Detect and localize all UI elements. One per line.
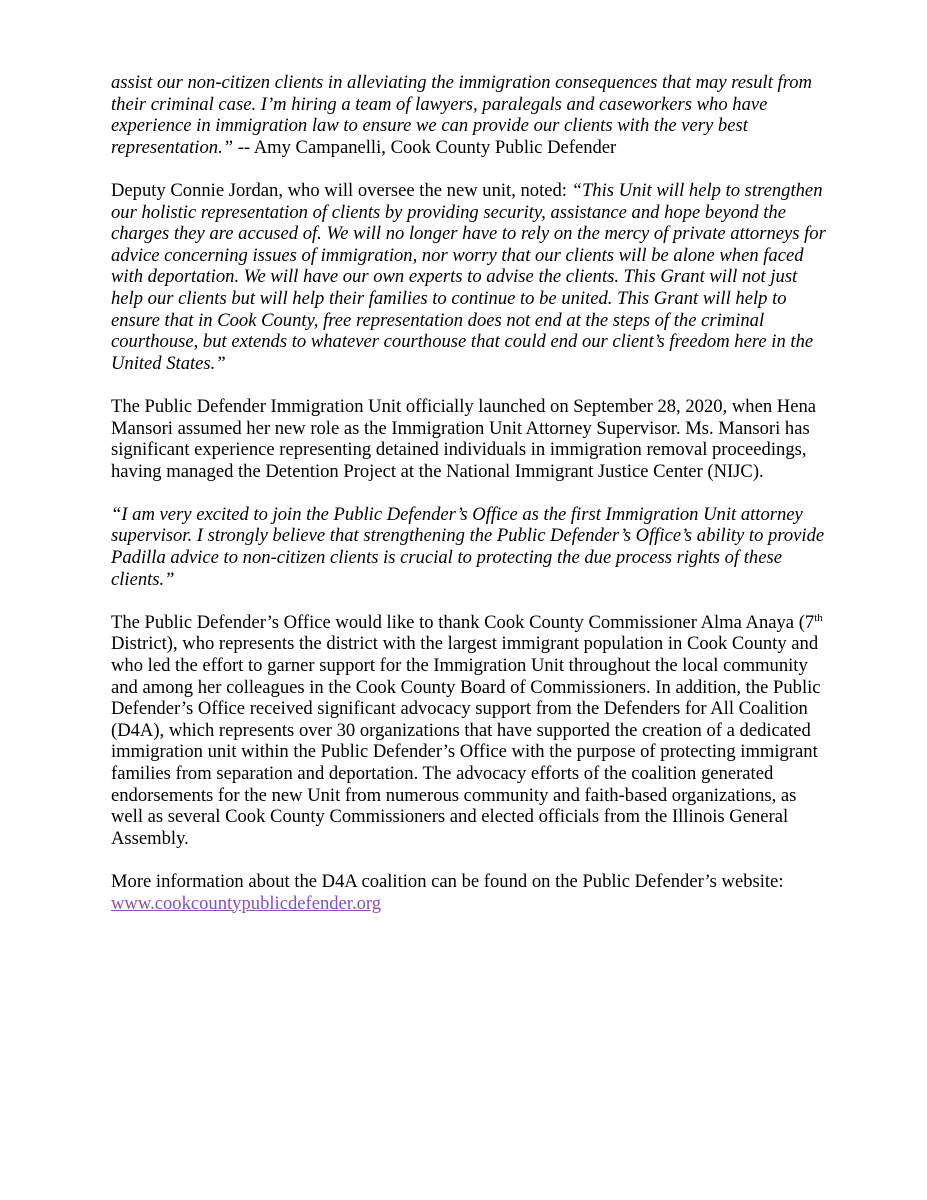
more-info-text: More information about the D4A coalition can be found on the Public Defender’s website: — [111, 870, 784, 892]
ordinal-superscript: th — [814, 611, 823, 624]
mansori-quote-paragraph — [111, 504, 827, 590]
campanelli-attribution: -- Amy Campanelli, Cook County Public Defender — [233, 136, 617, 158]
mansori-quote: “I am very excited to join the Public Defender’s Office as the first Immigration Unit attorney supervisor. I strongly believe that strengthening the Public Defender’s Office’s ability to provide Padilla advice to non-citizen clients is crucial to protecting the due process rights of these clients.” — [111, 503, 825, 590]
campanelli-quote: assist our non-citizen clients in alleviating the immigration consequences that may result from their criminal case. I’m hiring a team of lawyers, paralegals and caseworkers who have experience in immigration law to ensure we can provide our clients with the very best representation.” — [111, 72, 812, 158]
acknowledgement-part1: The Public Defender’s Office would like to thank Cook County Commissioner Alma Anaya (7 — [111, 611, 815, 633]
acknowledgement-paragraph — [111, 612, 827, 850]
acknowledgement-part2: District), who represents the district with the largest immigrant population in Cook County and who led the effort to garner support for the Immigration Unit throughout the local community and among her colleagues in the Cook County Board of Commissioners. In addition, the Public Defender’s Office received significant advocacy support from the Defenders for All Coalition (D4A), which represents over 30 organizations that have supported the creation of a dedicated immigration unit within the Public Defender’s Office with the purpose of protecting immigrant families from separation and deportation. The advocacy efforts of the coalition generated endorsements for the new Unit from numerous community and faith-based organizations, as well as several Cook County Commissioners and elected officials from the Illinois General Assembly. — [111, 633, 821, 849]
jordan-lead: Deputy Connie Jordan, who will oversee the new unit, noted: — [111, 179, 572, 201]
campanelli-quote-paragraph — [111, 72, 827, 158]
unit-launch-paragraph: The Public Defender Immigration Unit officially launched on September 28, 2020, when Hena Mansori assumed her new role as the Immigration Unit Attorney Supervisor. Ms. Mansori has significant experience representing detained individuals in immigration removal proceedings, having managed the Detention Project at the National Immigrant Justice Center (NIJC). — [111, 395, 816, 482]
jordan-quote-paragraph — [111, 180, 827, 374]
more-info-paragraph — [111, 871, 827, 914]
jordan-quote: “This Unit will help to strengthen our holistic representation of clients by providing security, assistance and hope beyond the charges they are accused of. We will no longer have to rely on the mercy of private attorneys for advice concerning issues of immigration, nor worry that our clients will be alone when faced with deportation. We will have our own experts to advise the clients. This Grant will not just help our clients but will help their families to continue to be united. This Grant will help to ensure that in Cook County, free representation does not end at the steps of the criminal courthouse, but extends to whatever courthouse that could end our client’s freedom here in the United States.” — [111, 179, 826, 374]
website-link[interactable]: www.cookcountypublicdefender.org — [111, 892, 382, 914]
